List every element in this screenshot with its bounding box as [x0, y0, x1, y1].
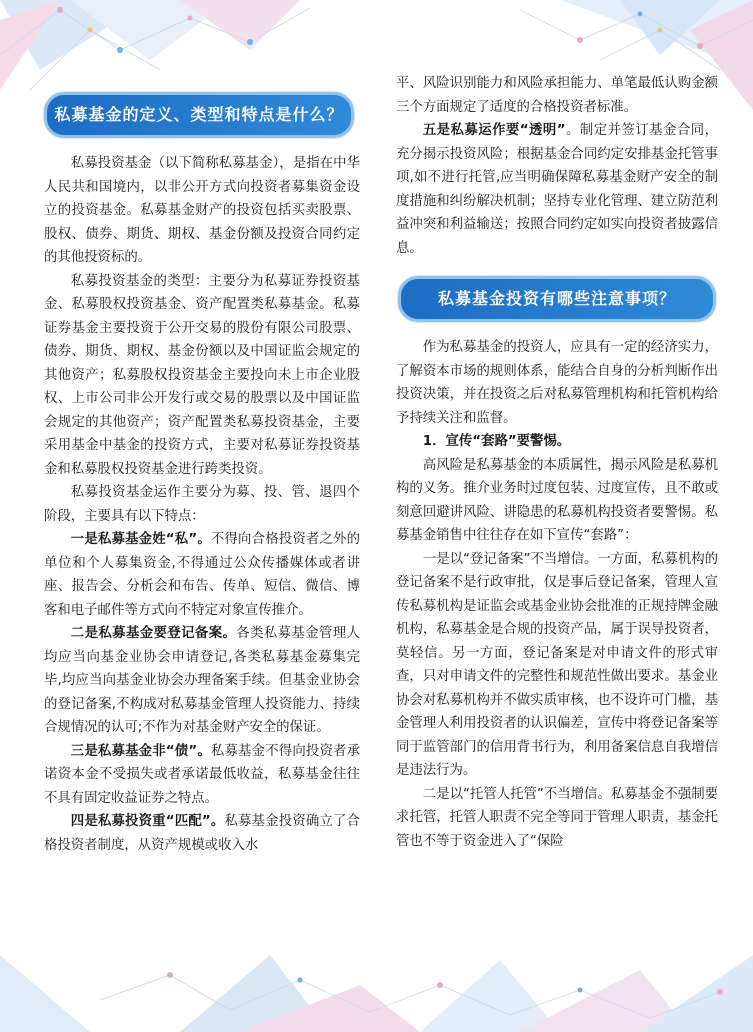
registration-paragraph: 一是以“登记备案”不当增信。一方面，私募机构的登记备案不是行政审批，仅是事后登记备案，管理人宣传私募机构是证监会或基金业协会批准的正规持牌金融机构，私募基金是合规的投资产品，属于误导投资者，莫轻信。另一方面，登记备案是对申请文件的形式审查，只对申请文件的完整性和规范性做出要求。基金业协会对私募机构并不做实质审核，也不设许可门槛，基金管理人利用投资者的认识偏差，宣传中将登记备案等同于监管部门的信用背书行为，利用备案信息自我增信是违法行为。 — [396, 551, 718, 778]
top-left-triangles — [0, 0, 300, 90]
feature-3-title: 三是私募基金非“债”。 — [70, 743, 211, 759]
stages-paragraph: 私募投资基金运作主要分为募、投、管、退四个阶段，主要具有以下特点： — [44, 485, 360, 524]
feature-1-body: 不得向合格投资者之外的单位和个人募集资金,不得通过公众传播媒体或者讲座、报告会、分析会和布告、传单、短信、微信、博客和电子邮件等方式向不特定对象宣传推介。 — [44, 532, 361, 618]
feature-4-title: 四是私募投资重“匹配”。 — [70, 814, 225, 829]
bottom-triangles — [0, 955, 753, 1032]
feature-2-paragraph — [44, 622, 360, 740]
feature-1-paragraph — [44, 528, 360, 622]
investor-paragraph: 作为私募基金的投资人，应具有一定的经济实力，了解资本市场的规则体系，能结合自身的分析判断作出投资决策，并在投资之后对私募管理机构和托管机构给予持续关注和监督。 — [396, 340, 718, 426]
custody-paragraph: 二是以“托管人托管”不当增信。私募基金不强制要求托管，托管人职责不完全等同于管理人职责，基金托管也不等于资金进入了“保险 — [396, 786, 718, 849]
definition-paragraph: 私募投资基金（以下简称私募基金），是指在中华人民共和国境内，以非公开方式向投资者募集资金设立的投资基金。私募基金财产的投资包括买卖股票、股权、债券、期货、期权、基金份额及投资合同约定的其他投资标的。 — [44, 156, 360, 265]
feature-2-title: 二是私募基金要登记备案。 — [70, 626, 237, 641]
feature-1-title: 一是私募基金姓“私”。 — [70, 532, 211, 547]
right-column — [396, 72, 718, 853]
risk-paragraph: 高风险是私募基金的本质属性，揭示风险是私募机构的义务。推介业务时过度包装、过度宣传，且不敢或刻意回避讲风险、讲隐患的私募机构投资者要警惕。私募基金销售中往往存在如下宣传“套路”： — [396, 457, 718, 543]
feature-5-paragraph — [396, 119, 718, 260]
subsection-1-title: 1．宣传“套路”要警惕。 — [422, 434, 571, 449]
section-heading-precautions: 私募基金投资有哪些注意事项？ — [398, 276, 716, 322]
feature-5-title: 五是私募运作要“透明” — [422, 123, 566, 138]
types-paragraph: 私募投资基金的类型：主要分为私募证券投资基金、私募股权投资基金、资产配置类私募基金。私募证券基金主要投资于公开交易的股份有限公司股票、债券、期货、期权、基金份额以及中国证监会规定的其他资产；私募股权投资基金主要投向未上市企业股权、上市公司非公开发行或交易的股票以及中国证监会规定的其他资产；资产配置类私募投资基金，主要采用基金中基金的投资方式，主要对私募证券投资基金和私募股权投资基金进行跨类投资。 — [44, 273, 360, 477]
feature-2-body: 各类私募基金管理人均应当向基金业协会申请登记,各类私募基金募集完毕,均应当向基金业协会办理备案手续。但基金业协会的登记备案,不构成对私募基金管理人投资能力、持续合规情况的认可;不作为对基金财产安全的保证。 — [44, 626, 361, 735]
section-heading-definition: 私募基金的定义、类型和特点是什么？ — [44, 92, 354, 138]
left-column — [44, 92, 360, 857]
feature-4-paragraph — [44, 810, 360, 857]
feature-4-continuation: 平、风险识别能力和风险承担能力、单笔最低认购金额三个方面规定了适度的合格投资者标准。 — [396, 76, 718, 115]
feature-4-body: 私募基金投资确立了合格投资者制度，从资产规模或收入水 — [44, 814, 360, 853]
feature-3-paragraph — [44, 740, 360, 811]
feature-3-body: 私募基金不得向投资者承诺资本金不受损失或者承诺最低收益，私募基金往往不具有固定收益证券之特点。 — [44, 743, 361, 806]
feature-5-body: 。制定并签订基金合同，充分揭示投资风险；根据基金合同约定安排基金托管事项,如不进行托管,应当明确保障私募基金财产安全的制度措施和纠纷解决机制；坚持专业化管理、建立防范利益冲突和利益输送；按照合同约定如实向投资者披露信息。 — [396, 123, 718, 256]
